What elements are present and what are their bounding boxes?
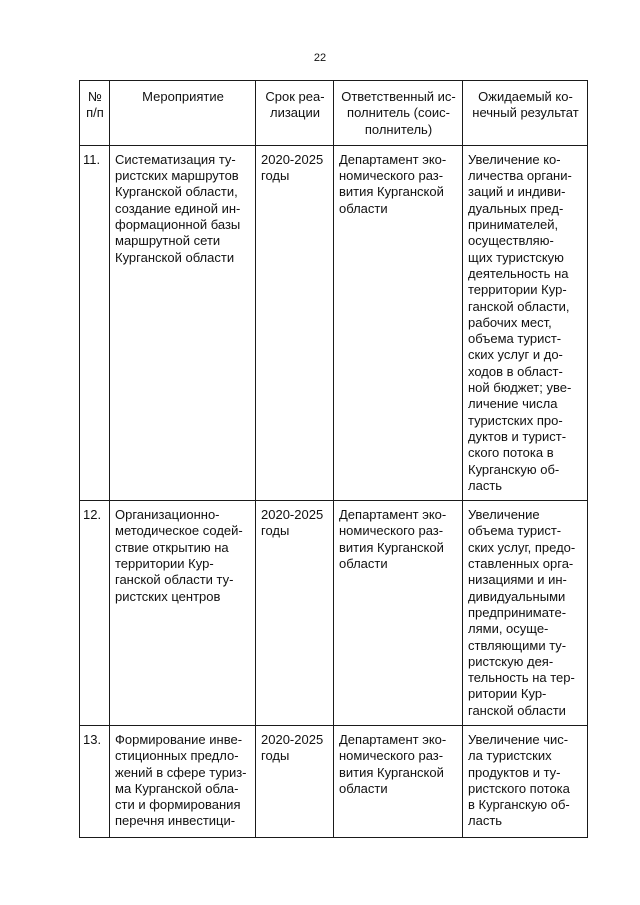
term-cell — [256, 501, 334, 726]
table-row — [80, 145, 588, 500]
row-number: 11. — [83, 151, 101, 167]
page-number: 22 — [313, 52, 327, 64]
event-text: Систематизация ту- ристских маршрутов Курганской области, создание единой ин- формационной базы маршрутной сети Курганской области — [115, 151, 241, 265]
row-number-cell — [80, 501, 110, 726]
term-cell — [256, 725, 334, 837]
executor-cell — [334, 725, 463, 837]
term-text: 2020-2025 годы — [261, 731, 324, 764]
event-text: Формирование инве- стиционных предло- жений в сфере туриз- ма Курганской обла- сти и формирования перечня инвестици- — [115, 731, 247, 829]
table-row — [80, 501, 588, 726]
term-cell — [256, 145, 334, 500]
table-header-row — [80, 81, 588, 146]
header-executor — [334, 81, 463, 146]
executor-cell — [334, 501, 463, 726]
executor-text: Департамент эко- номического раз- вития Курганской области — [339, 731, 447, 796]
header-number-label: № п/п — [86, 89, 104, 121]
result-text: Увеличение чис- ла туристских продуктов и ту- ристского потока в Курганскую об- ласть — [468, 731, 570, 829]
executor-cell — [334, 145, 463, 500]
header-number — [80, 81, 110, 146]
header-event-label: Мероприятие — [142, 89, 224, 104]
header-result-label: Ожидаемый ко- нечный результат — [472, 89, 579, 121]
header-result — [463, 81, 588, 146]
executor-text: Департамент эко- номического раз- вития Курганской области — [339, 151, 447, 216]
result-cell — [463, 725, 588, 837]
activities-table — [79, 80, 588, 838]
event-cell — [110, 145, 256, 500]
table-row — [80, 725, 588, 837]
row-number-cell — [80, 145, 110, 500]
term-text: 2020-2025 годы — [261, 507, 324, 539]
header-term-label: Срок реа- лизации — [265, 89, 325, 121]
row-number: 12. — [83, 507, 102, 523]
header-term — [256, 81, 334, 146]
event-cell — [110, 725, 256, 837]
row-number: 13. — [83, 731, 102, 747]
result-cell — [463, 501, 588, 726]
event-cell — [110, 501, 256, 726]
term-text: 2020-2025 годы — [261, 151, 324, 184]
header-event — [110, 81, 256, 146]
row-number-cell — [80, 725, 110, 837]
result-cell — [463, 145, 588, 500]
result-text: Увеличение объема турист- ских услуг, предо- ставленных орга- низациями и ин- дивидуальными предпринимате- лями, осуще- ствляющими ту- ристскую дея- тельность на тер- ритории Кур- ганской области — [468, 507, 576, 718]
header-executor-label: Ответственный ис- полнитель (соис- полнитель) — [341, 89, 456, 137]
result-text: Увеличение ко- личества органи- заций и индиви- дуальных пред- принимателей, осуществляю- щих туристскую деятельность на территории Кур- ганской области, рабочих мест, объема турист- ских услуг и до- ходов в област- ной бюджет; уве- личение числа туристских про- дуктов и турист- ского потока в Курганскую об- ласть — [468, 151, 572, 493]
event-text: Организационно- методическое содей- ствие открытию на территории Кур- ганской области ту- ристских центров — [115, 507, 243, 604]
executor-text: Департамент эко- номического раз- вития Курганской области — [339, 507, 447, 572]
